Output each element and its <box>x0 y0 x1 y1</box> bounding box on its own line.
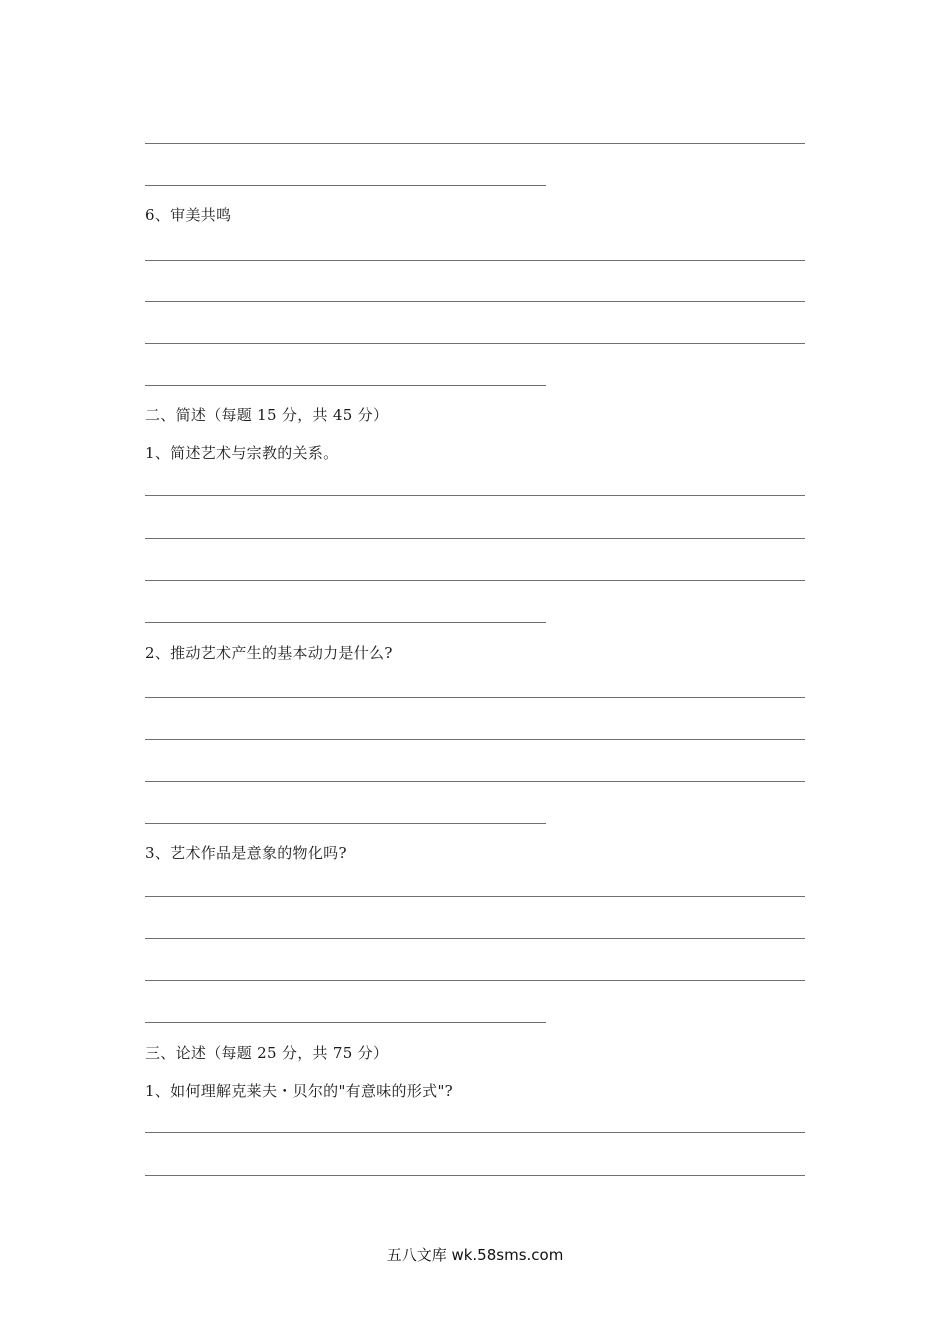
section-2-question-3: 3、艺术作品是意象的物化吗? <box>145 844 347 862</box>
section-2-heading: 二、简述（每题 15 分，共 45 分） <box>145 406 389 424</box>
answer-line <box>145 580 805 581</box>
answer-line <box>145 781 805 782</box>
answer-line <box>145 980 805 981</box>
answer-line <box>145 143 805 144</box>
answer-line <box>145 301 805 302</box>
section-3-question-1: 1、如何理解克莱夫・贝尔的"有意味的形式"? <box>145 1082 453 1100</box>
answer-line <box>145 495 805 496</box>
answer-line-short <box>145 823 546 824</box>
answer-line <box>145 538 805 539</box>
answer-line <box>145 697 805 698</box>
answer-line-short <box>145 622 546 623</box>
answer-line <box>145 260 805 261</box>
question-6-label: 6、审美共鸣 <box>145 206 232 224</box>
answer-line <box>145 739 805 740</box>
answer-line-short <box>145 385 546 386</box>
answer-line <box>145 1132 805 1133</box>
answer-line <box>145 896 805 897</box>
footer-watermark: 五八文库 wk.58sms.com <box>386 1246 564 1264</box>
section-2-question-1: 1、简述艺术与宗教的关系。 <box>145 444 339 462</box>
answer-line-short <box>145 185 546 186</box>
answer-line-short <box>145 1022 546 1023</box>
answer-line <box>145 343 805 344</box>
answer-line <box>145 1175 805 1176</box>
section-2-question-2: 2、推动艺术产生的基本动力是什么? <box>145 644 393 662</box>
answer-line <box>145 938 805 939</box>
section-3-heading: 三、论述（每题 25 分，共 75 分） <box>145 1044 389 1062</box>
